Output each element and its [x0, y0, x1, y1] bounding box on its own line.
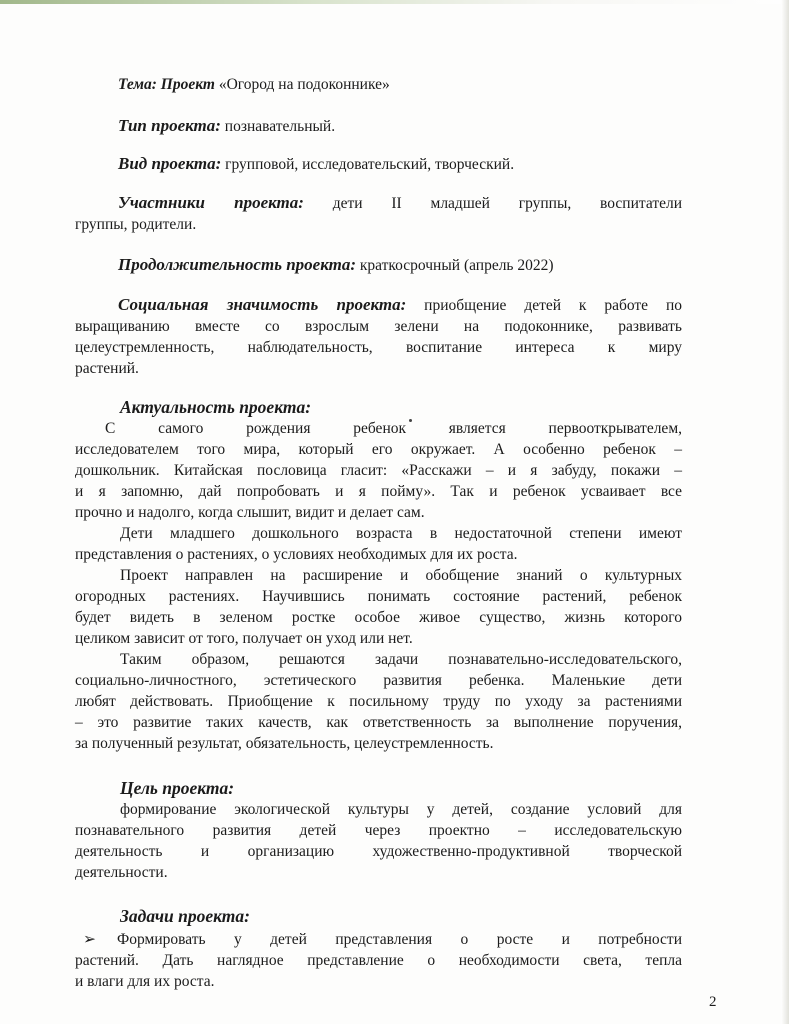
- tasks-section: [75, 905, 682, 992]
- goal-heading: Цель проекта:: [120, 778, 235, 798]
- relevance-p4-line-3: любят действовать. Приобщение к посильному труду по уходу за растениями: [75, 693, 682, 710]
- relevance-p2-line-1: Дети младшего дошкольного возраста в недостаточной степени имеют: [120, 525, 682, 542]
- relevance-p3-line-1: Проект направлен на расширение и обобщение знаний о культурных: [120, 567, 682, 584]
- social-block: [75, 294, 682, 379]
- relevance-p4-line-5: за полученный результат, обязательность, целеустремленность.: [75, 735, 494, 752]
- participants-line-1: [75, 192, 682, 214]
- task-item-line-2: растений. Дать наглядное представление о необходимости света, тепла: [75, 952, 682, 969]
- task-item-line-3: и влаги для их роста.: [75, 973, 215, 990]
- topic-label: Тема: Проект: [118, 76, 215, 93]
- goal-section: [75, 777, 682, 883]
- task-item: [75, 929, 682, 992]
- relevance-p3-line-4: целиком зависит от того, получает он уход или нет.: [75, 630, 413, 647]
- duration-value: краткосрочный (апрель 2022): [359, 257, 554, 274]
- relevance-p1-line-1: С самого рождения ребенок является первооткрывателем,: [105, 420, 682, 437]
- participants-value-1: дети II младшей группы, воспитатели: [332, 195, 682, 212]
- bullet-arrow-icon: ➢: [83, 931, 96, 948]
- tasks-heading: Задачи проекта:: [120, 906, 250, 926]
- kind-line: [75, 153, 682, 175]
- page-number: 2: [709, 994, 717, 1010]
- scan-shadow: [781, 0, 789, 1024]
- relevance-p1-line-2: исследователем того мира, который его окружает. А особенно ребенок –: [75, 441, 682, 458]
- relevance-p1-line-3: дошкольник. Китайская пословица гласит: «Расскажи – и я забуду, покажи –: [75, 462, 682, 479]
- duration-label: Продолжительность проекта:: [118, 255, 356, 274]
- document-body: [75, 72, 682, 992]
- relevance-p3-line-3: будет видеть в зеленом ростке особое живое существо, жизнь которого: [75, 609, 682, 626]
- relevance-p4-line-1: Таким образом, решаются задачи познавательно-исследовательского,: [120, 651, 682, 668]
- topic-value: «Огород на подоконнике»: [218, 76, 390, 93]
- participants-label: Участники проекта:: [118, 193, 304, 212]
- relevance-p2-line-2: представления о растениях, о условиях необходимых для их роста.: [75, 546, 518, 563]
- social-value-1: приобщение детей к работе по: [424, 297, 682, 314]
- type-label: Тип проекта:: [118, 116, 221, 135]
- social-line-3: целеустремленность, наблюдательность, воспитание интереса к миру: [75, 339, 682, 356]
- goal-line-3: деятельность и организацию художественно-продуктивной творческой: [75, 843, 682, 860]
- kind-value: групповой, исследовательский, творческий.: [225, 156, 515, 173]
- goal-line-1: формирование экологической культуры у детей, создание условий для: [120, 801, 682, 818]
- social-line-4: растений.: [75, 360, 139, 377]
- social-label: Социальная значимость проекта:: [118, 295, 407, 314]
- social-line-2: выращиванию вместе со взрослым зелени на подоконнике, развивать: [75, 318, 682, 335]
- relevance-p4-line-4: – это развитие таких качеств, как ответственность за выполнение поручения,: [75, 714, 682, 731]
- task-item-line-1: ➢ Формировать у детей представления о росте и потребности: [83, 931, 682, 948]
- goal-line-2: познавательного развития детей через проектно – исследовательскую: [75, 822, 682, 839]
- social-line-1: [75, 294, 682, 316]
- duration-line: [75, 254, 682, 276]
- relevance-p3-line-2: огородных растениях. Научившись понимать состояние растений, ребенок: [75, 588, 682, 605]
- topic-line: [75, 74, 682, 95]
- kind-label: Вид проекта:: [118, 154, 222, 173]
- participants-line-2: группы, родители.: [75, 216, 197, 233]
- type-line: [75, 115, 682, 137]
- relevance-p4-line-2: социально-личностного, эстетического развития ребенка. Маленькие дети: [75, 672, 682, 689]
- goal-line-4: деятельности.: [75, 864, 168, 881]
- type-value: познавательный.: [224, 118, 336, 135]
- scan-edge: [0, 0, 789, 4]
- relevance-heading: Актуальность проекта:: [120, 397, 312, 417]
- participants-block: [75, 192, 682, 235]
- relevance-section: [75, 396, 682, 754]
- relevance-p1-line-5: прочно и надолго, когда слышит, видит и делает сам.: [75, 504, 425, 521]
- relevance-p1-line-4: и я запомню, дай попробовать и я пойму». Так и ребенок усваивает все: [75, 483, 682, 500]
